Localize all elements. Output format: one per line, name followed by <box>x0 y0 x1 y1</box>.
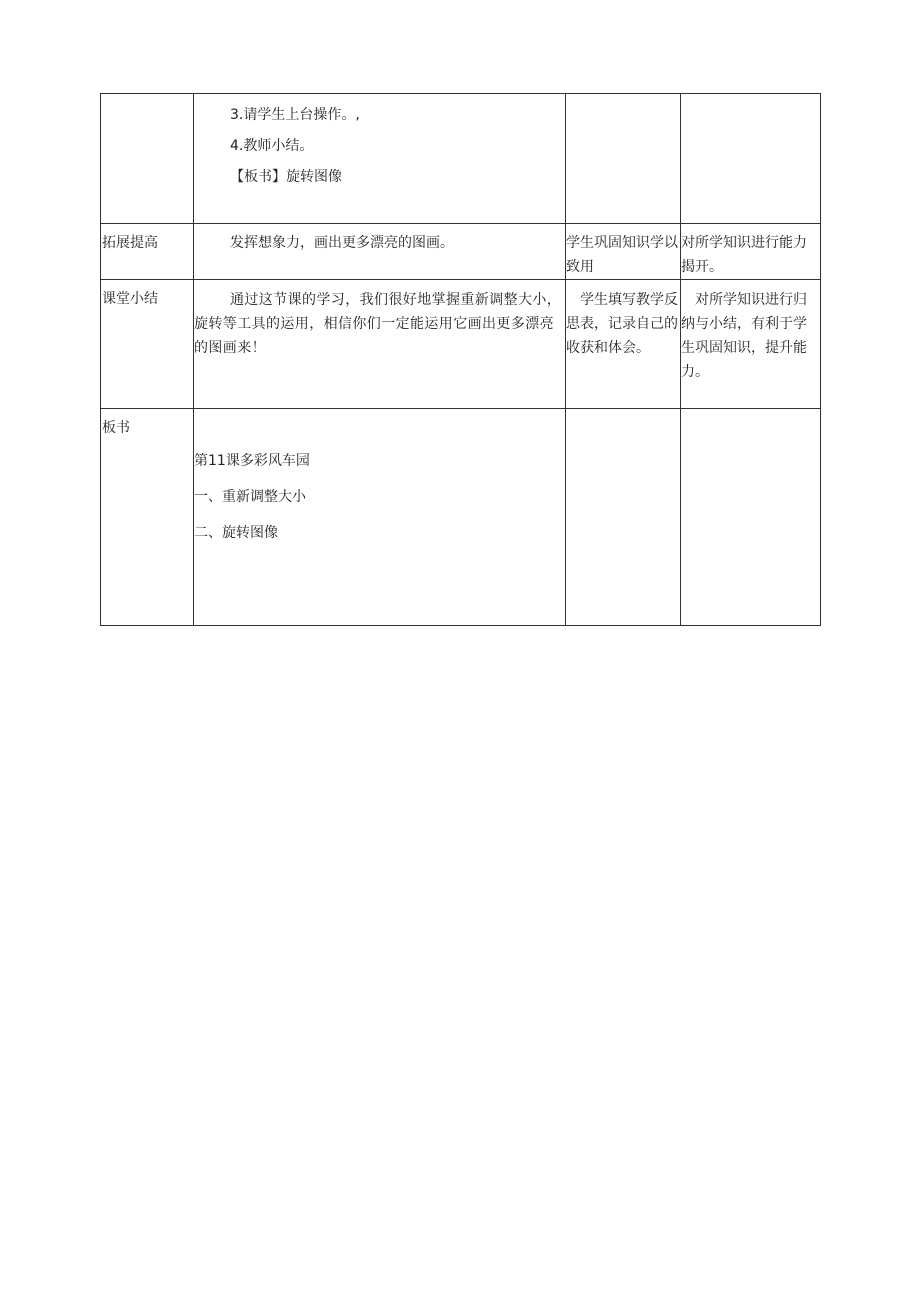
summary-content-cell <box>194 280 566 409</box>
extension-content: 发挥想象力，画出更多漂亮的图画。 <box>230 235 454 251</box>
extension-content-cell <box>194 224 566 280</box>
table-row-extension <box>101 224 821 280</box>
board-line: 一、重新调整大小 <box>194 489 306 505</box>
design-purpose-text: 对所学知识进行归纳与小结，有利于学生巩固知识，提升能力。 <box>681 292 807 380</box>
step-item: 4.教师小结。 <box>230 138 314 154</box>
table-row-steps <box>101 94 821 224</box>
row-label-extension: 拓展提高 <box>101 224 194 280</box>
table-row-board <box>101 409 821 626</box>
student-activity-cell <box>566 409 681 626</box>
student-activity-cell <box>566 94 681 224</box>
design-purpose-cell <box>681 280 821 409</box>
table-row-summary <box>101 280 821 409</box>
lesson-plan-table <box>100 93 821 626</box>
row-label-summary: 课堂小结 <box>101 280 194 409</box>
design-purpose-text: 对所学知识进行能力揭开。 <box>681 235 807 275</box>
row-label-board: 板书 <box>101 409 194 626</box>
board-content-cell <box>194 409 566 626</box>
row-label-cell <box>101 94 194 224</box>
board-line: 第11课多彩风车园 <box>194 453 310 469</box>
summary-content: 通过这节课的学习，我们很好地掌握重新调整大小，旋转等工具的运用，相信你们一定能运用它画出更多漂亮的图画来！ <box>194 292 562 356</box>
student-activity-text: 学生巩固知识学以致用 <box>566 235 678 275</box>
design-purpose-cell <box>681 409 821 626</box>
teaching-steps-cell <box>194 94 566 224</box>
design-purpose-cell <box>681 94 821 224</box>
step-item: 【板书】旋转图像 <box>230 169 342 185</box>
board-line: 二、旋转图像 <box>194 525 278 541</box>
step-item: 3.请学生上台操作。, <box>230 107 360 123</box>
student-activity-text: 学生填写教学反思表，记录自己的收获和体会。 <box>566 292 678 356</box>
student-activity-cell <box>566 224 681 280</box>
design-purpose-cell <box>681 224 821 280</box>
student-activity-cell <box>566 280 681 409</box>
